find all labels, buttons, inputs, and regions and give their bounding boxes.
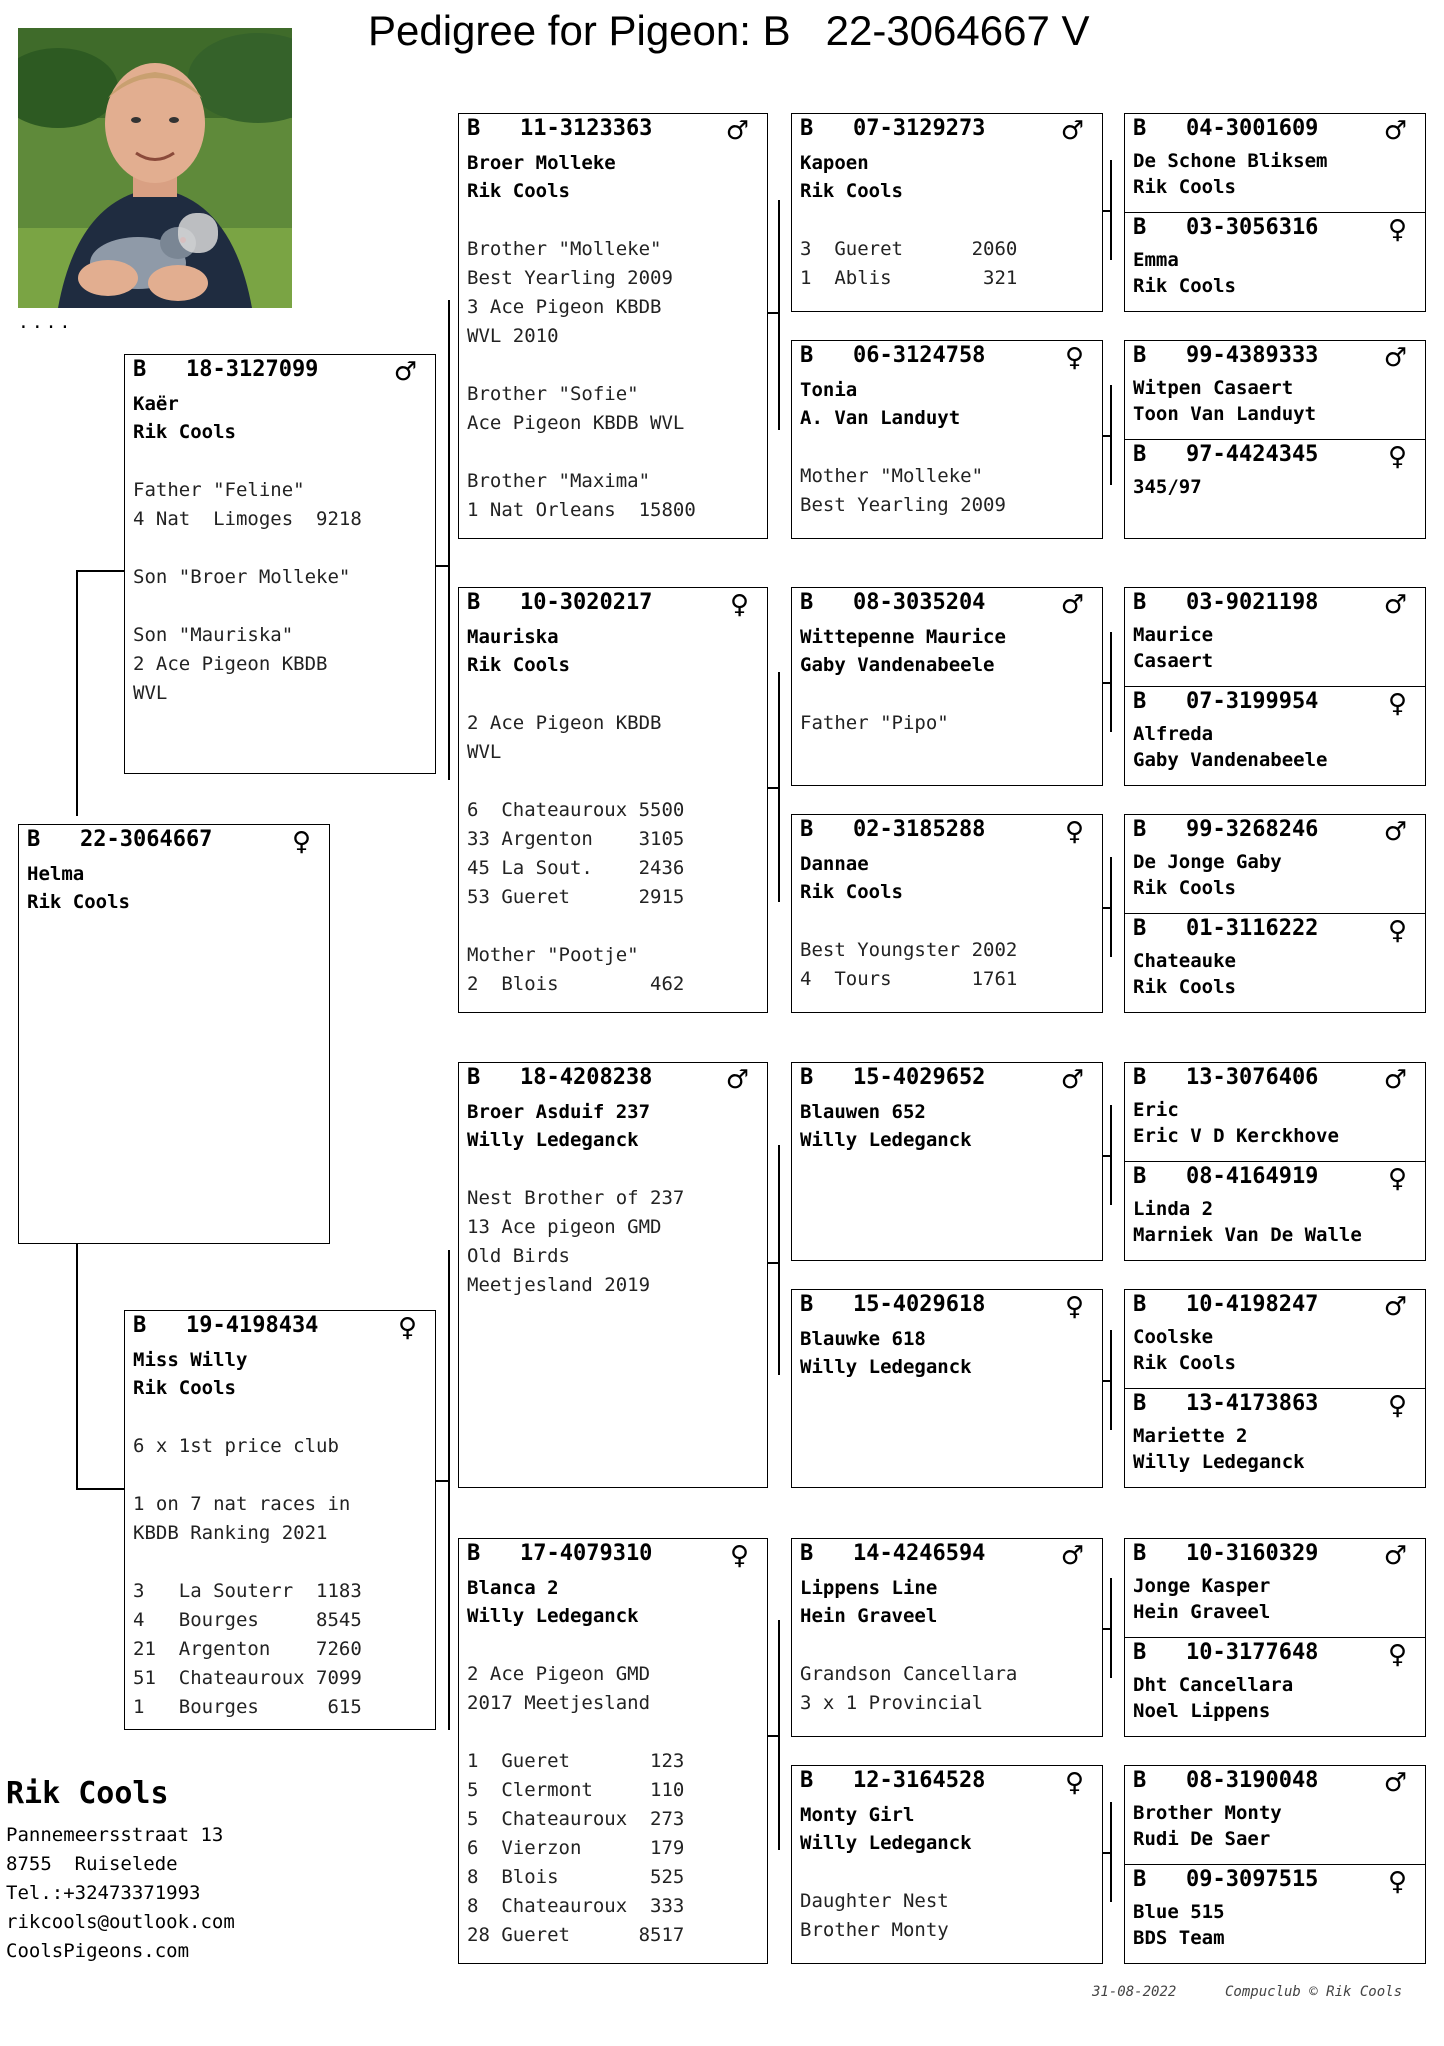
pigeon-card-sdd xyxy=(791,814,1103,1013)
pigeon-name: Jonge Kasper xyxy=(1133,1575,1271,1597)
pigeon-entry-g4a xyxy=(1125,815,1425,913)
great-grandparents-card xyxy=(1124,113,1426,312)
pigeon-name: Mauriska xyxy=(467,626,559,648)
info-line: 51 Chateauroux 7099 xyxy=(133,1667,362,1689)
female-symbol-icon: ♀ xyxy=(1387,1867,1407,1897)
female-symbol-icon: ♀ xyxy=(1387,442,1407,472)
page-title: Pedigree for Pigeon: B 22-3064667 V xyxy=(368,7,1090,54)
female-symbol-icon: ♀ xyxy=(1064,343,1084,373)
info-line: WVL 2010 xyxy=(467,325,559,347)
ring-number: B 03-3056316 xyxy=(1133,215,1319,240)
contact-line: Tel.:+32473371993 xyxy=(6,1882,201,1904)
male-symbol-icon: ♂ xyxy=(1060,116,1084,146)
ring-number: B 08-3035204 xyxy=(800,590,986,615)
info-line: 2 Ace Pigeon KBDB xyxy=(467,712,662,734)
info-line: Best Youngster 2002 xyxy=(800,939,1018,961)
owner-name: Eric V D Kerckhove xyxy=(1133,1125,1339,1147)
info-line: 6 Chateauroux 5500 xyxy=(467,799,685,821)
copyright-text: Compuclub © Rik Cools xyxy=(1225,1984,1403,2000)
owner-name: Rik Cools xyxy=(1133,877,1236,899)
pigeon-card-sire xyxy=(124,354,436,774)
info-line: Father "Feline" xyxy=(133,479,305,501)
pigeon-entry-g5b xyxy=(1125,1161,1425,1261)
owner-name: Rik Cools xyxy=(1133,176,1236,198)
pigeon-card-ss xyxy=(458,113,768,539)
pigeon-name: Dht Cancellara xyxy=(1133,1674,1294,1696)
info-line: 1 Bourges 615 xyxy=(133,1696,362,1718)
info-line: 4 Nat Limoges 9218 xyxy=(133,508,362,530)
pigeon-entry-g1a xyxy=(1125,114,1425,212)
pigeon-name: Tonia xyxy=(800,379,858,401)
great-grandparents-card xyxy=(1124,1538,1426,1737)
pigeon-name: Blauwke 618 xyxy=(800,1328,926,1350)
pigeon-name: Miss Willy xyxy=(133,1349,248,1371)
female-symbol-icon: ♀ xyxy=(1387,916,1407,946)
pigeon-name: Eric xyxy=(1133,1099,1179,1121)
info-line: Nest Brother of 237 xyxy=(467,1187,685,1209)
ring-number: B 14-4246594 xyxy=(800,1541,986,1566)
male-symbol-icon: ♂ xyxy=(1383,1768,1407,1798)
info-line: 3 La Souterr 1183 xyxy=(133,1580,362,1602)
male-symbol-icon: ♂ xyxy=(1060,1065,1084,1095)
info-line: 21 Argenton 7260 xyxy=(133,1638,362,1660)
owner-name: Hein Graveel xyxy=(1133,1601,1271,1623)
pigeon-name: 345/97 xyxy=(1133,476,1202,498)
ellipsis-text: .... xyxy=(18,312,74,333)
female-symbol-icon: ♀ xyxy=(1387,1640,1407,1670)
pigeon-entry-g6a xyxy=(1125,1290,1425,1388)
ring-number: B 22-3064667 xyxy=(27,827,213,852)
female-symbol-icon: ♀ xyxy=(729,590,749,620)
info-line: 2 Blois 462 xyxy=(467,973,685,995)
ring-number: B 18-3127099 xyxy=(133,357,319,382)
owner-name: Casaert xyxy=(1133,650,1214,672)
pigeon-name: Broer Asduif 237 xyxy=(467,1101,651,1123)
info-line: 6 Vierzon 179 xyxy=(467,1837,685,1859)
info-line: 4 Bourges 8545 xyxy=(133,1609,362,1631)
male-symbol-icon: ♂ xyxy=(1383,343,1407,373)
pigeon-entry-g1b xyxy=(1125,212,1425,312)
info-line: Best Yearling 2009 xyxy=(467,267,673,289)
female-symbol-icon: ♀ xyxy=(1064,1292,1084,1322)
ring-number: B 08-3190048 xyxy=(1133,1768,1319,1793)
info-line: Old Birds xyxy=(467,1245,570,1267)
pigeon-name: De Schone Bliksem xyxy=(1133,150,1328,172)
owner-name: Rudi De Saer xyxy=(1133,1828,1271,1850)
pigeon-name: Emma xyxy=(1133,249,1179,271)
info-line: Brother "Maxima" xyxy=(467,470,651,492)
owner-name: Rik Cools xyxy=(800,180,903,202)
great-grandparents-card xyxy=(1124,1289,1426,1488)
info-line: Mother "Pootje" xyxy=(467,944,639,966)
female-symbol-icon: ♀ xyxy=(729,1541,749,1571)
male-symbol-icon: ♂ xyxy=(1383,817,1407,847)
ring-number: B 12-3164528 xyxy=(800,1768,986,1793)
ring-number: B 06-3124758 xyxy=(800,343,986,368)
owner-name: A. Van Landuyt xyxy=(800,407,961,429)
info-line: 13 Ace pigeon GMD xyxy=(467,1216,662,1238)
pigeon-name: Helma xyxy=(27,863,85,885)
owner-name: Rik Cools xyxy=(1133,976,1236,998)
male-symbol-icon: ♂ xyxy=(725,1065,749,1095)
owner-name: Rik Cools xyxy=(800,881,903,903)
breeder-name: Rik Cools xyxy=(6,1776,169,1811)
info-line: Best Yearling 2009 xyxy=(800,494,1006,516)
male-symbol-icon: ♂ xyxy=(1383,1541,1407,1571)
owner-name: Rik Cools xyxy=(1133,275,1236,297)
ring-number: B 99-3268246 xyxy=(1133,817,1319,842)
pigeon-name: Blanca 2 xyxy=(467,1577,559,1599)
ring-number: B 13-4173863 xyxy=(1133,1391,1319,1416)
pigeon-card-ddd xyxy=(791,1765,1103,1964)
pigeon-card-dss xyxy=(791,1062,1103,1261)
pigeon-name: Witpen Casaert xyxy=(1133,377,1294,399)
pigeon-entry-g3a xyxy=(1125,588,1425,686)
owner-name: Marniek Van De Walle xyxy=(1133,1224,1362,1246)
pigeon-entry-g8b xyxy=(1125,1864,1425,1964)
info-line: 3 Gueret 2060 xyxy=(800,238,1018,260)
ring-number: B 08-4164919 xyxy=(1133,1164,1319,1189)
great-grandparents-card xyxy=(1124,1062,1426,1261)
male-symbol-icon: ♂ xyxy=(1060,1541,1084,1571)
contact-line: 8755 Ruiselede xyxy=(6,1853,178,1875)
info-line: 45 La Sout. 2436 xyxy=(467,857,685,879)
great-grandparents-card xyxy=(1124,1765,1426,1964)
pigeon-name: De Jonge Gaby xyxy=(1133,851,1282,873)
info-line: 2017 Meetjesland xyxy=(467,1692,651,1714)
info-line: 1 Gueret 123 xyxy=(467,1750,685,1772)
pigeon-name: Monty Girl xyxy=(800,1804,915,1826)
info-line: 1 Nat Orleans 15800 xyxy=(467,499,696,521)
ring-number: B 97-4424345 xyxy=(1133,442,1319,467)
pigeon-name: Linda 2 xyxy=(1133,1198,1214,1220)
ring-number: B 11-3123363 xyxy=(467,116,653,141)
pigeon-name: Brother Monty xyxy=(1133,1802,1282,1824)
info-line: 4 Tours 1761 xyxy=(800,968,1018,990)
female-symbol-icon: ♀ xyxy=(291,827,311,857)
info-line: WVL xyxy=(133,682,168,704)
ring-number: B 07-3199954 xyxy=(1133,689,1319,714)
print-date: 31-08-2022 xyxy=(1092,1984,1177,2000)
ring-number: B 13-3076406 xyxy=(1133,1065,1319,1090)
info-line: 8 Blois 525 xyxy=(467,1866,685,1888)
owner-name: Gaby Vandenabeele xyxy=(800,654,995,676)
pigeon-entry-g7b xyxy=(1125,1637,1425,1737)
info-line: Brother "Sofie" xyxy=(467,383,639,405)
info-line: Ace Pigeon KBDB WVL xyxy=(467,412,685,434)
pigeon-name: Coolske xyxy=(1133,1326,1214,1348)
owner-name: Rik Cools xyxy=(133,421,236,443)
info-line: Son "Mauriska" xyxy=(133,624,294,646)
owner-name: Rik Cools xyxy=(467,180,570,202)
ring-number: B 17-4079310 xyxy=(467,1541,653,1566)
ring-number: B 10-4198247 xyxy=(1133,1292,1319,1317)
info-line: 33 Argenton 3105 xyxy=(467,828,685,850)
owner-name: Willy Ledeganck xyxy=(467,1129,639,1151)
ring-number: B 15-4029618 xyxy=(800,1292,986,1317)
info-line: Meetjesland 2019 xyxy=(467,1274,651,1296)
ring-number: B 01-3116222 xyxy=(1133,916,1319,941)
owner-name: Willy Ledeganck xyxy=(800,1832,972,1854)
owner-name: Willy Ledeganck xyxy=(800,1129,972,1151)
pigeon-card-sss xyxy=(791,113,1103,312)
owner-name: Noel Lippens xyxy=(1133,1700,1271,1722)
info-line: 28 Gueret 8517 xyxy=(467,1924,685,1946)
pigeon-entry-g8a xyxy=(1125,1766,1425,1864)
info-line: 6 x 1st price club xyxy=(133,1435,339,1457)
pigeon-name: Kapoen xyxy=(800,152,869,174)
pigeon-name: Maurice xyxy=(1133,624,1214,646)
ring-number: B 02-3185288 xyxy=(800,817,986,842)
owner-name: Willy Ledeganck xyxy=(1133,1451,1305,1473)
info-line: Son "Broer Molleke" xyxy=(133,566,351,588)
pigeon-name: Alfreda xyxy=(1133,723,1214,745)
pigeon-card-dsd xyxy=(791,1289,1103,1488)
contact-line: CoolsPigeons.com xyxy=(6,1940,190,1962)
owner-name: Rik Cools xyxy=(133,1377,236,1399)
owner-name: Gaby Vandenabeele xyxy=(1133,749,1328,771)
info-line: 5 Clermont 110 xyxy=(467,1779,685,1801)
female-symbol-icon: ♀ xyxy=(1387,1391,1407,1421)
great-grandparents-card xyxy=(1124,587,1426,786)
pigeon-card-ds xyxy=(458,1062,768,1488)
male-symbol-icon: ♂ xyxy=(393,357,417,387)
female-symbol-icon: ♀ xyxy=(1387,215,1407,245)
pigeon-name: Blue 515 xyxy=(1133,1901,1225,1923)
info-line: Brother Monty xyxy=(800,1919,949,1941)
info-line: 5 Chateauroux 273 xyxy=(467,1808,685,1830)
pigeon-card-dam xyxy=(124,1310,436,1730)
female-symbol-icon: ♀ xyxy=(1387,1164,1407,1194)
info-line: 2 Ace Pigeon GMD xyxy=(467,1663,651,1685)
owner-name: Willy Ledeganck xyxy=(800,1356,972,1378)
info-line: 3 Ace Pigeon KBDB xyxy=(467,296,662,318)
pigeon-entry-g2b xyxy=(1125,439,1425,539)
ring-number: B 99-4389333 xyxy=(1133,343,1319,368)
owner-name: Rik Cools xyxy=(1133,1352,1236,1374)
pigeon-card-subject xyxy=(18,824,330,1244)
info-line: Father "Pipo" xyxy=(800,712,949,734)
owner-name: Hein Graveel xyxy=(800,1605,938,1627)
pigeon-entry-g7a xyxy=(1125,1539,1425,1637)
great-grandparents-card xyxy=(1124,814,1426,1013)
info-line: WVL xyxy=(467,741,502,763)
ring-number: B 03-9021198 xyxy=(1133,590,1319,615)
ring-number: B 09-3097515 xyxy=(1133,1867,1319,1892)
male-symbol-icon: ♂ xyxy=(725,116,749,146)
info-line: 3 x 1 Provincial xyxy=(800,1692,984,1714)
ring-number: B 15-4029652 xyxy=(800,1065,986,1090)
pigeon-entry-g5a xyxy=(1125,1063,1425,1161)
pigeon-entry-g4b xyxy=(1125,913,1425,1013)
owner-name: BDS Team xyxy=(1133,1927,1225,1949)
info-line: Grandson Cancellara xyxy=(800,1663,1018,1685)
female-symbol-icon: ♀ xyxy=(1064,1768,1084,1798)
info-line: 2 Ace Pigeon KBDB xyxy=(133,653,328,675)
contact-line: rikcools@outlook.com xyxy=(6,1911,235,1933)
male-symbol-icon: ♂ xyxy=(1060,590,1084,620)
great-grandparents-card xyxy=(1124,340,1426,539)
pigeon-name: Mariette 2 xyxy=(1133,1425,1248,1447)
pigeon-name: Dannae xyxy=(800,853,869,875)
ring-number: B 18-4208238 xyxy=(467,1065,653,1090)
info-line: Mother "Molleke" xyxy=(800,465,984,487)
info-line: 1 on 7 nat races in xyxy=(133,1493,351,1515)
pigeon-name: Broer Molleke xyxy=(467,152,616,174)
male-symbol-icon: ♂ xyxy=(1383,116,1407,146)
info-line: 1 Ablis 321 xyxy=(800,267,1018,289)
pigeon-entry-g6b xyxy=(1125,1388,1425,1488)
pigeon-card-dds xyxy=(791,1538,1103,1737)
pigeon-card-sds xyxy=(791,587,1103,786)
info-line: 53 Gueret 2915 xyxy=(467,886,685,908)
female-symbol-icon: ♀ xyxy=(1064,817,1084,847)
info-line: Daughter Nest xyxy=(800,1890,949,1912)
female-symbol-icon: ♀ xyxy=(397,1313,417,1343)
ring-number: B 04-3001609 xyxy=(1133,116,1319,141)
owner-name: Willy Ledeganck xyxy=(467,1605,639,1627)
pigeon-name: Kaër xyxy=(133,393,179,415)
info-line: KBDB Ranking 2021 xyxy=(133,1522,328,1544)
ring-number: B 10-3020217 xyxy=(467,590,653,615)
pigeon-name: Chateauke xyxy=(1133,950,1236,972)
pigeon-entry-g2a xyxy=(1125,341,1425,439)
pigeon-card-sd xyxy=(458,587,768,1013)
owner-name: Toon Van Landuyt xyxy=(1133,403,1317,425)
pigeon-name: Blauwen 652 xyxy=(800,1101,926,1123)
info-line: Brother "Molleke" xyxy=(467,238,662,260)
contact-line: Pannemeersstraat 13 xyxy=(6,1824,224,1846)
male-symbol-icon: ♂ xyxy=(1383,1292,1407,1322)
owner-name: Rik Cools xyxy=(467,654,570,676)
pigeon-name: Lippens Line xyxy=(800,1577,938,1599)
ring-number: B 10-3160329 xyxy=(1133,1541,1319,1566)
breeder-photo-icon xyxy=(18,28,292,308)
info-line: 8 Chateauroux 333 xyxy=(467,1895,685,1917)
ring-number: B 19-4198434 xyxy=(133,1313,319,1338)
ring-number: B 10-3177648 xyxy=(1133,1640,1319,1665)
male-symbol-icon: ♂ xyxy=(1383,1065,1407,1095)
pigeon-card-ssd xyxy=(791,340,1103,539)
male-symbol-icon: ♂ xyxy=(1383,590,1407,620)
owner-name: Rik Cools xyxy=(27,891,130,913)
pigeon-card-dd xyxy=(458,1538,768,1964)
pigeon-entry-g3b xyxy=(1125,686,1425,786)
ring-number: B 07-3129273 xyxy=(800,116,986,141)
pigeon-name: Wittepenne Maurice xyxy=(800,626,1006,648)
female-symbol-icon: ♀ xyxy=(1387,689,1407,719)
